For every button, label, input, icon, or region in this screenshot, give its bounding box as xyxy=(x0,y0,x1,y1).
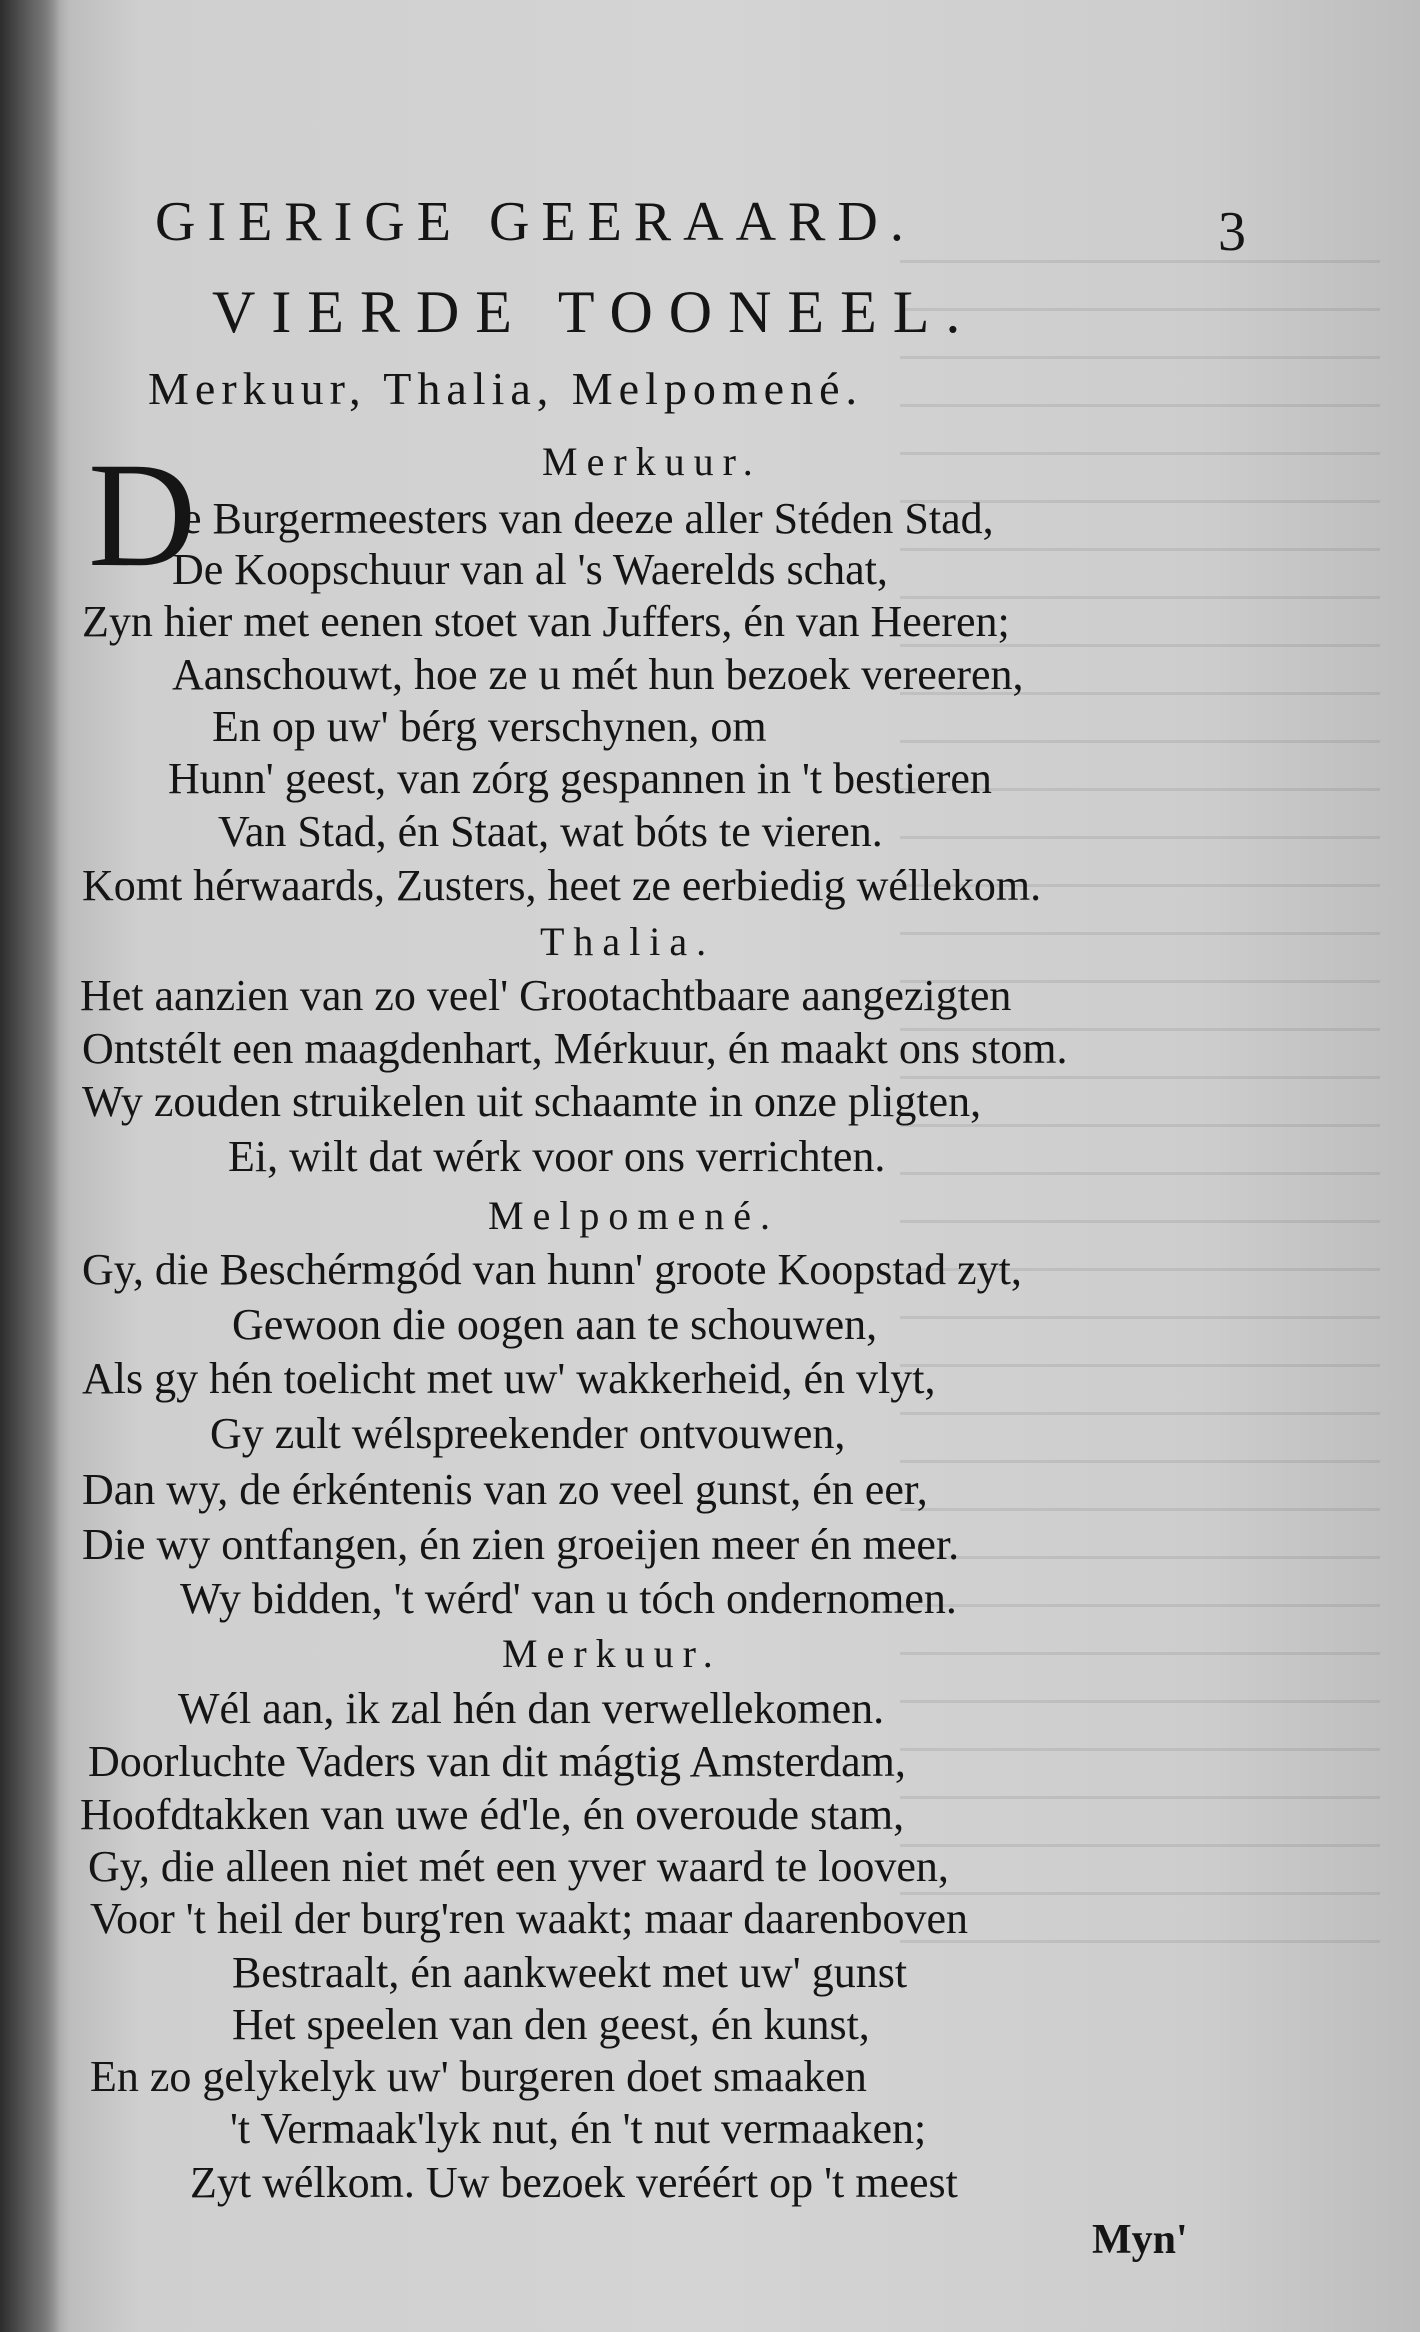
verse-line: Zyt wélkom. Uw bezoek veréért op 't meest xyxy=(190,2158,958,2207)
speaker-heading: Merkuur. xyxy=(502,1631,722,1676)
verse-line: Het aanzien van zo veel' Grootachtbaare aangezigten xyxy=(80,971,1012,1020)
verse-line: Gy zult wélspreekender ontvouwen, xyxy=(210,1409,846,1458)
verse-line: Als gy hén toelicht met uw' wakkerheid, én vlyt, xyxy=(82,1354,936,1403)
verse-line: Dan wy, de érkéntenis van zo veel gunst, én eer, xyxy=(82,1465,928,1514)
page-number: 3 xyxy=(1218,201,1246,263)
verse-line: Wy bidden, 't wérd' van u tóch ondernomen. xyxy=(180,1574,957,1623)
catchword: Myn' xyxy=(1092,2217,1188,2263)
drop-cap: D xyxy=(88,432,197,598)
verse-line: Gy, die alleen niet mét een yver waard te looven, xyxy=(88,1842,949,1891)
verse-line: En op uw' bérg verschynen, om xyxy=(212,702,767,751)
verse-line: Ontstélt een maagdenhart, Mérkuur, én maakt ons stom. xyxy=(82,1024,1068,1073)
verse-line: Ei, wilt dat wérk voor ons verrichten. xyxy=(228,1132,886,1181)
verse-line: Aanschouwt, hoe ze u mét hun bezoek vereeren, xyxy=(172,650,1024,699)
verse-line: Het speelen van den geest, én kunst, xyxy=(232,2000,870,2049)
speaker-heading: Melpomené. xyxy=(488,1193,780,1238)
speaker-heading: Merkuur. xyxy=(542,439,762,484)
cast-list: Merkuur, Thalia, Melpomené. xyxy=(148,363,863,414)
verse-line: 't Vermaak'lyk nut, én 't nut vermaaken; xyxy=(230,2104,927,2153)
verse-line: e Burgermeesters van deeze aller Stéden Stad, xyxy=(182,494,994,543)
verse-line: Gy, die Beschérmgód van hunn' groote Koopstad zyt, xyxy=(82,1245,1022,1294)
verse-line: Gewoon die oogen aan te schouwen, xyxy=(232,1300,878,1349)
verse-line: En zo gelykelyk uw' burgeren doet smaaken xyxy=(90,2052,867,2101)
verse-line: Komt hérwaards, Zusters, heet ze eerbiedig wéllekom. xyxy=(82,861,1042,910)
verse-line: Doorluchte Vaders van dit mágtig Amsterdam, xyxy=(88,1737,906,1786)
speaker-heading: Thalia. xyxy=(540,919,716,964)
verse-line: De Koopschuur van al 's Waerelds schat, xyxy=(172,545,888,594)
verse-line: Hunn' geest, van zórg gespannen in 't bestieren xyxy=(168,754,992,803)
verse-line: Voor 't heil der burg'ren waakt; maar daarenboven xyxy=(90,1894,969,1943)
verse-line: Zyn hier met eenen stoet van Juffers, én van Heeren; xyxy=(82,597,1010,646)
verse-line: Bestraalt, én aankweekt met uw' gunst xyxy=(232,1948,908,1997)
scene-title: VIERDE TOONEEL. xyxy=(212,279,977,345)
verse-line: Wél aan, ik zal hén dan verwellekomen. xyxy=(178,1684,885,1733)
verse-line: Hoofdtakken van uwe éd'le, én overoude stam, xyxy=(80,1790,905,1839)
verse-line: Die wy ontfangen, én zien groeijen meer én meer. xyxy=(82,1520,960,1569)
verse-line: Van Stad, én Staat, wat bóts te vieren. xyxy=(218,807,883,856)
verse-line: Wy zouden struikelen uit schaamte in onze pligten, xyxy=(82,1077,982,1126)
binding-gutter xyxy=(0,0,60,2332)
running-head: GIERIGE GEERAARD. xyxy=(155,191,916,253)
